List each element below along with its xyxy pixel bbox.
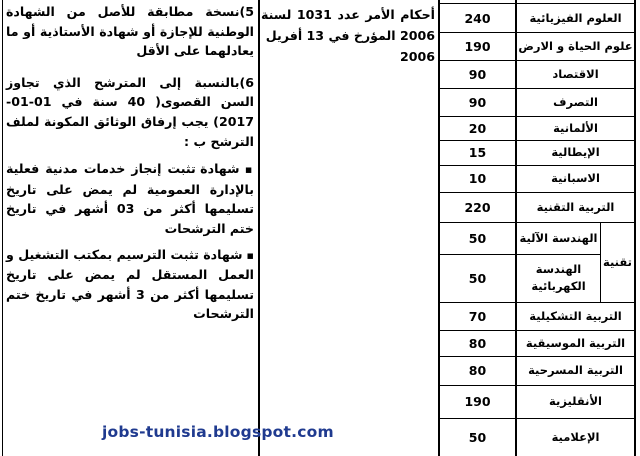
specialty-name: الهندسة الآلية (519, 230, 598, 245)
specialty-name: التربية التشكيلية (529, 308, 622, 323)
specialty-name: الإيطالية (551, 145, 600, 159)
specialty-name: الاقتصاد (552, 66, 599, 81)
decree-line-2: 2006 (399, 49, 435, 64)
specialty-count: 70 (468, 308, 487, 324)
specialty-name: الاسبانية (551, 171, 600, 185)
specialty-name: التربية الموسيقية (525, 335, 626, 350)
decree-line-1: أحكام الأمر عدد 1031 لسنة 2006 المؤرخ في 13 أفريل (261, 7, 435, 43)
specialty-count: 50 (468, 230, 487, 246)
specialty-name: الإعلامية (551, 429, 600, 444)
col-border-1 (258, 0, 260, 456)
specialty-name: التربية التقنية (536, 199, 615, 214)
specialty-count: 50 (468, 429, 487, 445)
conditions-text (6, 2, 254, 324)
specialty-count: 80 (468, 335, 487, 351)
specialty-name: علوم الحياة و الارض (518, 38, 633, 53)
specialty-count: 20 (468, 120, 487, 136)
specialty-name: الأنقليزية (549, 394, 602, 408)
specialty-count: 190 (464, 394, 491, 409)
specialty-group-label: تقنية (603, 255, 632, 269)
specialty-count: 10 (468, 171, 487, 186)
specialty-name: الألمانية (553, 120, 598, 135)
condition-bullet-2: ▪ شهادة تثبت الترسيم بمكتب التشغيل و العمل المستقل لم يمض على تاريخ تسليمها أكثر من 3 أشهر في تاريخ ختم الترشحات (6, 245, 254, 324)
watermark-text: jobs-tunisia.blogspot.com (102, 423, 334, 441)
condition-item-6: 6)بالنسبة إلى المترشح الذي تجاوز السن القصوى( 40 سنة في 01-01-2017) يجب إرفاق الوثائق المكونة لملف الترشح ب : (6, 74, 254, 149)
specialty-count: 190 (464, 38, 491, 54)
specialty-count: 80 (468, 363, 487, 378)
condition-item-5: 5)نسخة مطابقة للأصل من الشهادة الوطنية للإجازة أو شهادة الأستاذية أو ما يعادلهما على الأقل (6, 4, 254, 59)
condition-bullet-1: ▪ شهادة تثبت إنجاز خدمات مدنية فعلية بالإدارة العمومية لم يمض على تاريخ تسليمها أكثر من 03 أشهر في تاريخ ختم الترشحات (6, 159, 254, 238)
decree-text (261, 4, 435, 67)
col-border-left (2, 0, 3, 456)
col-border-4 (634, 0, 636, 456)
specialty-count: 15 (468, 145, 487, 160)
specialty-count: 90 (468, 94, 487, 110)
specialty-name: التربية المسرحية (528, 363, 623, 377)
specialty-name: الهندسة الكهربائية (531, 262, 586, 293)
specialty-count: 90 (468, 66, 487, 82)
specialty-name: التصرف (553, 94, 598, 109)
specialty-name: العلوم الفيزيائية (529, 10, 622, 25)
specialty-count: 220 (464, 199, 491, 215)
specialty-count: 50 (468, 270, 487, 286)
specialty-count: 240 (464, 10, 491, 26)
